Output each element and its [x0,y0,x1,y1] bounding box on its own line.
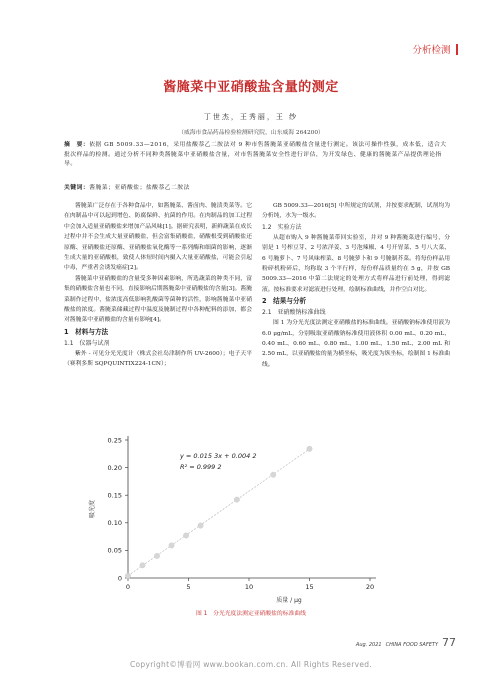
x-tick-label: 10 [244,583,254,591]
y-tick-label: 0.15 [107,491,122,500]
journal-name: CHINA FOOD SAFETY [385,642,438,648]
left-column [64,201,252,370]
x-tick-label: 15 [305,583,314,591]
y-tick-label: 0.20 [107,463,122,472]
y-tick-label: 0.10 [107,519,122,528]
section-label: 分析检测 [412,45,451,56]
subsection-heading: 1.2 实验方法 [262,223,302,231]
fit-equation: y = 0.015 3x + 0.004 2 [180,452,257,460]
data-point [271,472,276,477]
y-tick-label: 0.05 [107,546,122,555]
paragraph: 图 1 为分光光度法测定亚硝酸盐的标准曲线。亚硝酸钠标准使用液为 6.0 μg/mL，分别吸取亚硝酸钠标准使用液体积 0.00 mL、0.20 mL、0.40 mL、0.60 mL、0.80 mL、1.00 mL、1.50 mL、2.00 mL 和 2.50 mL，以亚硝酸盐的量为横坐标，吸光度为纵坐标，绘制图 1 标准曲线。 [262,320,450,368]
data-point [140,563,145,568]
y-axis-label: 吸光度 [89,499,96,519]
data-point [198,523,203,528]
paragraph: 从超市购入 9 种酱腌菜带回实验室，并对 9 种酱腌菜进行编号，分别是 1 号榨豆芽、2 号浓洋姜、3 号泡辣椒、4 号开胃菜、5 号八大菜、6 号腌萝卜、7 号风味榨菜、8 号腌萝卜和 9 号腌制芥菜。将每份样品用粉碎机粉碎后，均称取 3 个平行样，每份样品质量约在 5 g，并按 GB 5009.33—2016 中第二法规定的处理方式将样品进行前处理，得到滤液。按标准要求对滤液进行处理，绘制标准曲线，并作空白对比。 [262,234,450,293]
x-tick-label: 5 [186,583,191,591]
right-column [262,201,450,370]
page-footer [356,636,456,649]
standard-curve-chart [80,428,420,606]
authors: 丁世杰，王秀丽，王 纱 [203,113,299,121]
subsection-heading: 2.1 亚硝酸钠标准曲线 [262,309,326,317]
copyright-watermark: Copyright©博看网 www.bookan.com.cn. All Rights Reserved. [130,660,372,669]
section-tag [412,42,458,56]
paragraph: GB 5009.33—2016[5] 中所规定的试剂，并按要求配制，试剂均为分析纯，水为一级水。 [262,203,450,220]
x-axis-label: 质量 / μg [276,597,302,604]
data-point [183,533,188,538]
data-point [169,543,174,548]
keywords-label: 关键词： [64,185,90,191]
article-title: 酱腌菜中亚硝酸盐含量的测定 [163,80,339,95]
abstract-label: 摘 要： [64,142,90,148]
figure-caption: 图 1 分光光度法测定亚硝酸盐的标准曲线 [196,611,306,617]
subsection-heading: 1.1 仪器与试剂 [64,339,110,347]
data-point [125,573,130,578]
affiliation: （威海市食品药品检验检测研究院，山东威海 264200） [178,130,324,136]
section-heading: 1 材料与方法 [64,327,109,336]
r-squared: R² = 0.999 2 [180,463,222,471]
section-heading: 2 结果与分析 [262,297,307,306]
paragraph: 酱腌菜广泛存在于各种食品中，如酱腌菜、酱卤肉、腌渍类菜等。它在肉制品中可以起到增色、防腐保鲜、抗菌的作用。在肉制品的加工过程中会加入适量亚硝酸盐来增加产品风味[1]。据研究表明，新鲜蔬菜在成长过程中并不会生成大量亚硝酸盐，但会富集硝酸盐，硝酸根受到硝酸盐还原酶、亚硝酸盐还原酶、亚硝酸盐氧化酶等一系列酶和细菌的影响，逐渐生成大量的亚硝酸根，致使人体短时间内摄入大量亚硝酸盐，可能会引起中毒，严重者会诱发癌症[2]。 [64,203,252,272]
y-tick-label: 0.25 [107,436,122,445]
issue-date: Aug. 2021 [355,642,382,648]
abstract [64,141,450,170]
data-point [307,446,312,451]
paragraph: 酱腌菜中亚硝酸盐的含量受多种因素影响，所选蔬菜的种类不同，富集的硝酸盐含量也不同，直接影响后期酱腌菜中亚硝酸盐的含量[3]。酱腌菜制作过程中，盐浓度高低影响乳酸菌等菌种的活性，影响酱腌菜中亚硝酸盐的浓度。酱腌菜储藏过程中温度及腌制过程中各种配料的添加，都会对酱腌菜中亚硝酸盐的含量有影响[4]。 [64,275,252,324]
page-number: 77 [442,636,456,649]
x-tick-label: 20 [365,583,375,591]
paragraph: 紫外 - 可见分光光度计（株式会社岛津制作所 UV-2600）；电子天平（赛利多斯 SQPQUINTIX224-1CN）； [64,350,252,368]
section-bar [456,44,459,55]
keywords [64,182,450,191]
y-tick-label: 0 [117,574,122,583]
keywords-text: 酱腌菜；亚硝酸盐；盐酸萘乙二胺法 [89,185,190,191]
data-point [154,553,159,558]
abstract-text: 依据 GB 5009.33—2016，采用盐酸萘乙二胺法对 9 种市售酱腌菜亚硝酸盐含量进行测定。该法可操作性强，成本低，适合大批次样品的检测。通过分析不同种类酱腌菜中亚硝酸盐含量，对市售酱腌菜安全性进行评估，为开发绿色、健康的酱腌菜产品提供理论指导。 [64,142,447,167]
x-tick-label: 0 [125,583,131,591]
data-point [234,497,239,502]
